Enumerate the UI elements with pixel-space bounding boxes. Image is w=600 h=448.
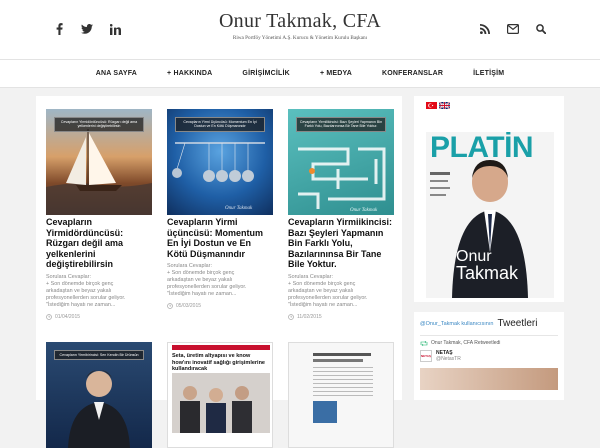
nav-item-contact[interactable]: İLETİŞİM bbox=[473, 70, 505, 77]
language-and-cover-widget bbox=[414, 96, 564, 302]
post-date: 01/04/2015 bbox=[46, 314, 152, 320]
post-thumbnail[interactable] bbox=[288, 342, 394, 448]
twitter-icon[interactable] bbox=[80, 22, 94, 36]
post-card[interactable] bbox=[46, 342, 152, 448]
sidebar bbox=[414, 96, 564, 400]
article-photo bbox=[313, 401, 337, 423]
language-switcher bbox=[414, 96, 564, 115]
post-excerpt: Sorulara Cevaplar: + Son dönemde birçok genç arkadaştan ve beyaz yakalı profesyonellerden sorular geliyor. "İstediğim hayatı ne zaman... bbox=[46, 273, 126, 308]
post-card[interactable] bbox=[288, 109, 394, 320]
post-card[interactable] bbox=[46, 109, 152, 320]
post-caption: Cevapların Yirmidördüncüsü: Rüzgarı değil ama yelkenlerini değiştirebilirsin bbox=[54, 117, 144, 132]
newspaper-banner bbox=[172, 345, 270, 350]
svg-text:Onur Takmak: Onur Takmak bbox=[225, 206, 253, 211]
twitter-handle-label[interactable]: @Onur_Takmak kullanıcısının bbox=[420, 320, 494, 327]
rss-icon[interactable] bbox=[478, 22, 492, 36]
tweet-media[interactable] bbox=[420, 368, 558, 390]
post-card[interactable] bbox=[167, 109, 273, 309]
post-thumbnail[interactable] bbox=[288, 109, 394, 215]
article-text-block bbox=[313, 367, 373, 397]
site-brand[interactable] bbox=[200, 10, 400, 41]
nav-item-about[interactable]: + HAKKINDA bbox=[167, 70, 213, 77]
search-icon[interactable] bbox=[534, 22, 548, 36]
post-excerpt: Sorulara Cevaplar: + Son dönemde birçok genç arkadaştan ve beyaz yakalı profesyonellerden sorular geliyor. "İstediğim hayatı ne zaman... bbox=[167, 263, 247, 297]
svg-text:Onur Takmak: Onur Takmak bbox=[350, 208, 378, 213]
retweet-icon bbox=[420, 341, 428, 346]
site-header bbox=[0, 0, 600, 60]
post-caption: Cevapların Yirmi Üçüncüsü: Momentum En İyi Dostun ve En Kötü Düşmanındır bbox=[175, 117, 265, 132]
site-title[interactable]: Onur Takmak, CFA bbox=[218, 10, 382, 32]
nav-item-media[interactable]: + MEDYA bbox=[319, 70, 353, 77]
post-date: 11/02/2015 bbox=[288, 314, 394, 320]
post-title[interactable]: Cevapların Yirmiikincisi: Bazı Şeyleri Yapmanın Bin Farklı Yolu, Bazılarınınsa Bir Tane Bile Yoktur. bbox=[288, 217, 393, 269]
mail-icon[interactable] bbox=[506, 22, 520, 36]
post-caption: Cevapların Yirmibirincisi: Sen Kendin Bir Ürünsün bbox=[54, 350, 144, 360]
post-card[interactable] bbox=[167, 342, 273, 448]
post-title[interactable]: Cevapların Yirmidördüncüsü: Rüzgarı değil ama yelkenlerini değiştirebilirsin bbox=[46, 217, 124, 269]
magazine-cover[interactable] bbox=[426, 132, 554, 298]
turkish-flag-icon[interactable] bbox=[426, 102, 437, 109]
tweet-author[interactable]: NETAŞ NETAŞ @NetasTR bbox=[421, 350, 461, 362]
magazine-cover-name: Onur Takmak bbox=[456, 248, 519, 283]
clock-icon bbox=[46, 314, 52, 320]
nav-item-home[interactable]: ANA SAYFA bbox=[95, 70, 138, 77]
retweet-line: Onur Takmak, CFA Retweetledi bbox=[414, 336, 564, 348]
utility-links bbox=[478, 22, 548, 36]
clock-icon bbox=[288, 314, 294, 320]
twitter-widget bbox=[414, 312, 564, 400]
nav-item-conferences[interactable]: KONFERANSLAR bbox=[382, 70, 444, 77]
english-flag-icon[interactable] bbox=[439, 102, 450, 109]
post-title[interactable]: Cevapların Yirmi üçüncüsü: Momentum En İyi Dostun ve En Kötü Düşmanındır bbox=[167, 217, 263, 259]
newspaper-headline: Seta, üretim altyapısı ve know how'ını inovatif sağlığı girişimlerine kullandıracak bbox=[172, 353, 265, 372]
netas-avatar[interactable]: NETAŞ bbox=[420, 350, 432, 362]
social-links bbox=[52, 22, 122, 36]
post-thumbnail[interactable] bbox=[167, 342, 273, 448]
nav-item-entrepreneurship[interactable]: GİRİŞİMCİLİK bbox=[242, 70, 290, 77]
post-thumbnail[interactable] bbox=[46, 109, 152, 215]
newspaper-photo bbox=[168, 373, 273, 448]
main-nav bbox=[0, 60, 600, 88]
twitter-widget-title: Tweetleri bbox=[497, 318, 538, 329]
post-thumbnail[interactable] bbox=[46, 342, 152, 448]
post-date: 05/03/2015 bbox=[167, 303, 273, 309]
clock-icon bbox=[167, 303, 173, 309]
twitter-widget-header bbox=[414, 312, 564, 335]
site-subtitle: Riwa Portföy Yönetimi A.Ş. Kurucu & Yönetim Kurulu Başkanı bbox=[232, 35, 368, 41]
post-card[interactable] bbox=[288, 342, 394, 448]
post-excerpt: Sorulara Cevaplar: + Son dönemde birçok genç arkadaştan ve beyaz yakalı profesyonellerden sorular geliyor. "İstediğim hayatı ne zaman... bbox=[288, 273, 368, 308]
linkedin-icon[interactable] bbox=[108, 22, 122, 36]
post-caption: Cevapların Yirmilikincisi: Bazı Şeyleri Yapmanın Bin Farklı Yolu, Bazılarınınsa Bir Tane Bile Yoktur. bbox=[296, 117, 386, 132]
magazine-masthead: PLATİN bbox=[430, 132, 534, 164]
post-grid bbox=[36, 96, 402, 400]
post-thumbnail[interactable] bbox=[167, 109, 273, 215]
facebook-icon[interactable] bbox=[52, 22, 66, 36]
